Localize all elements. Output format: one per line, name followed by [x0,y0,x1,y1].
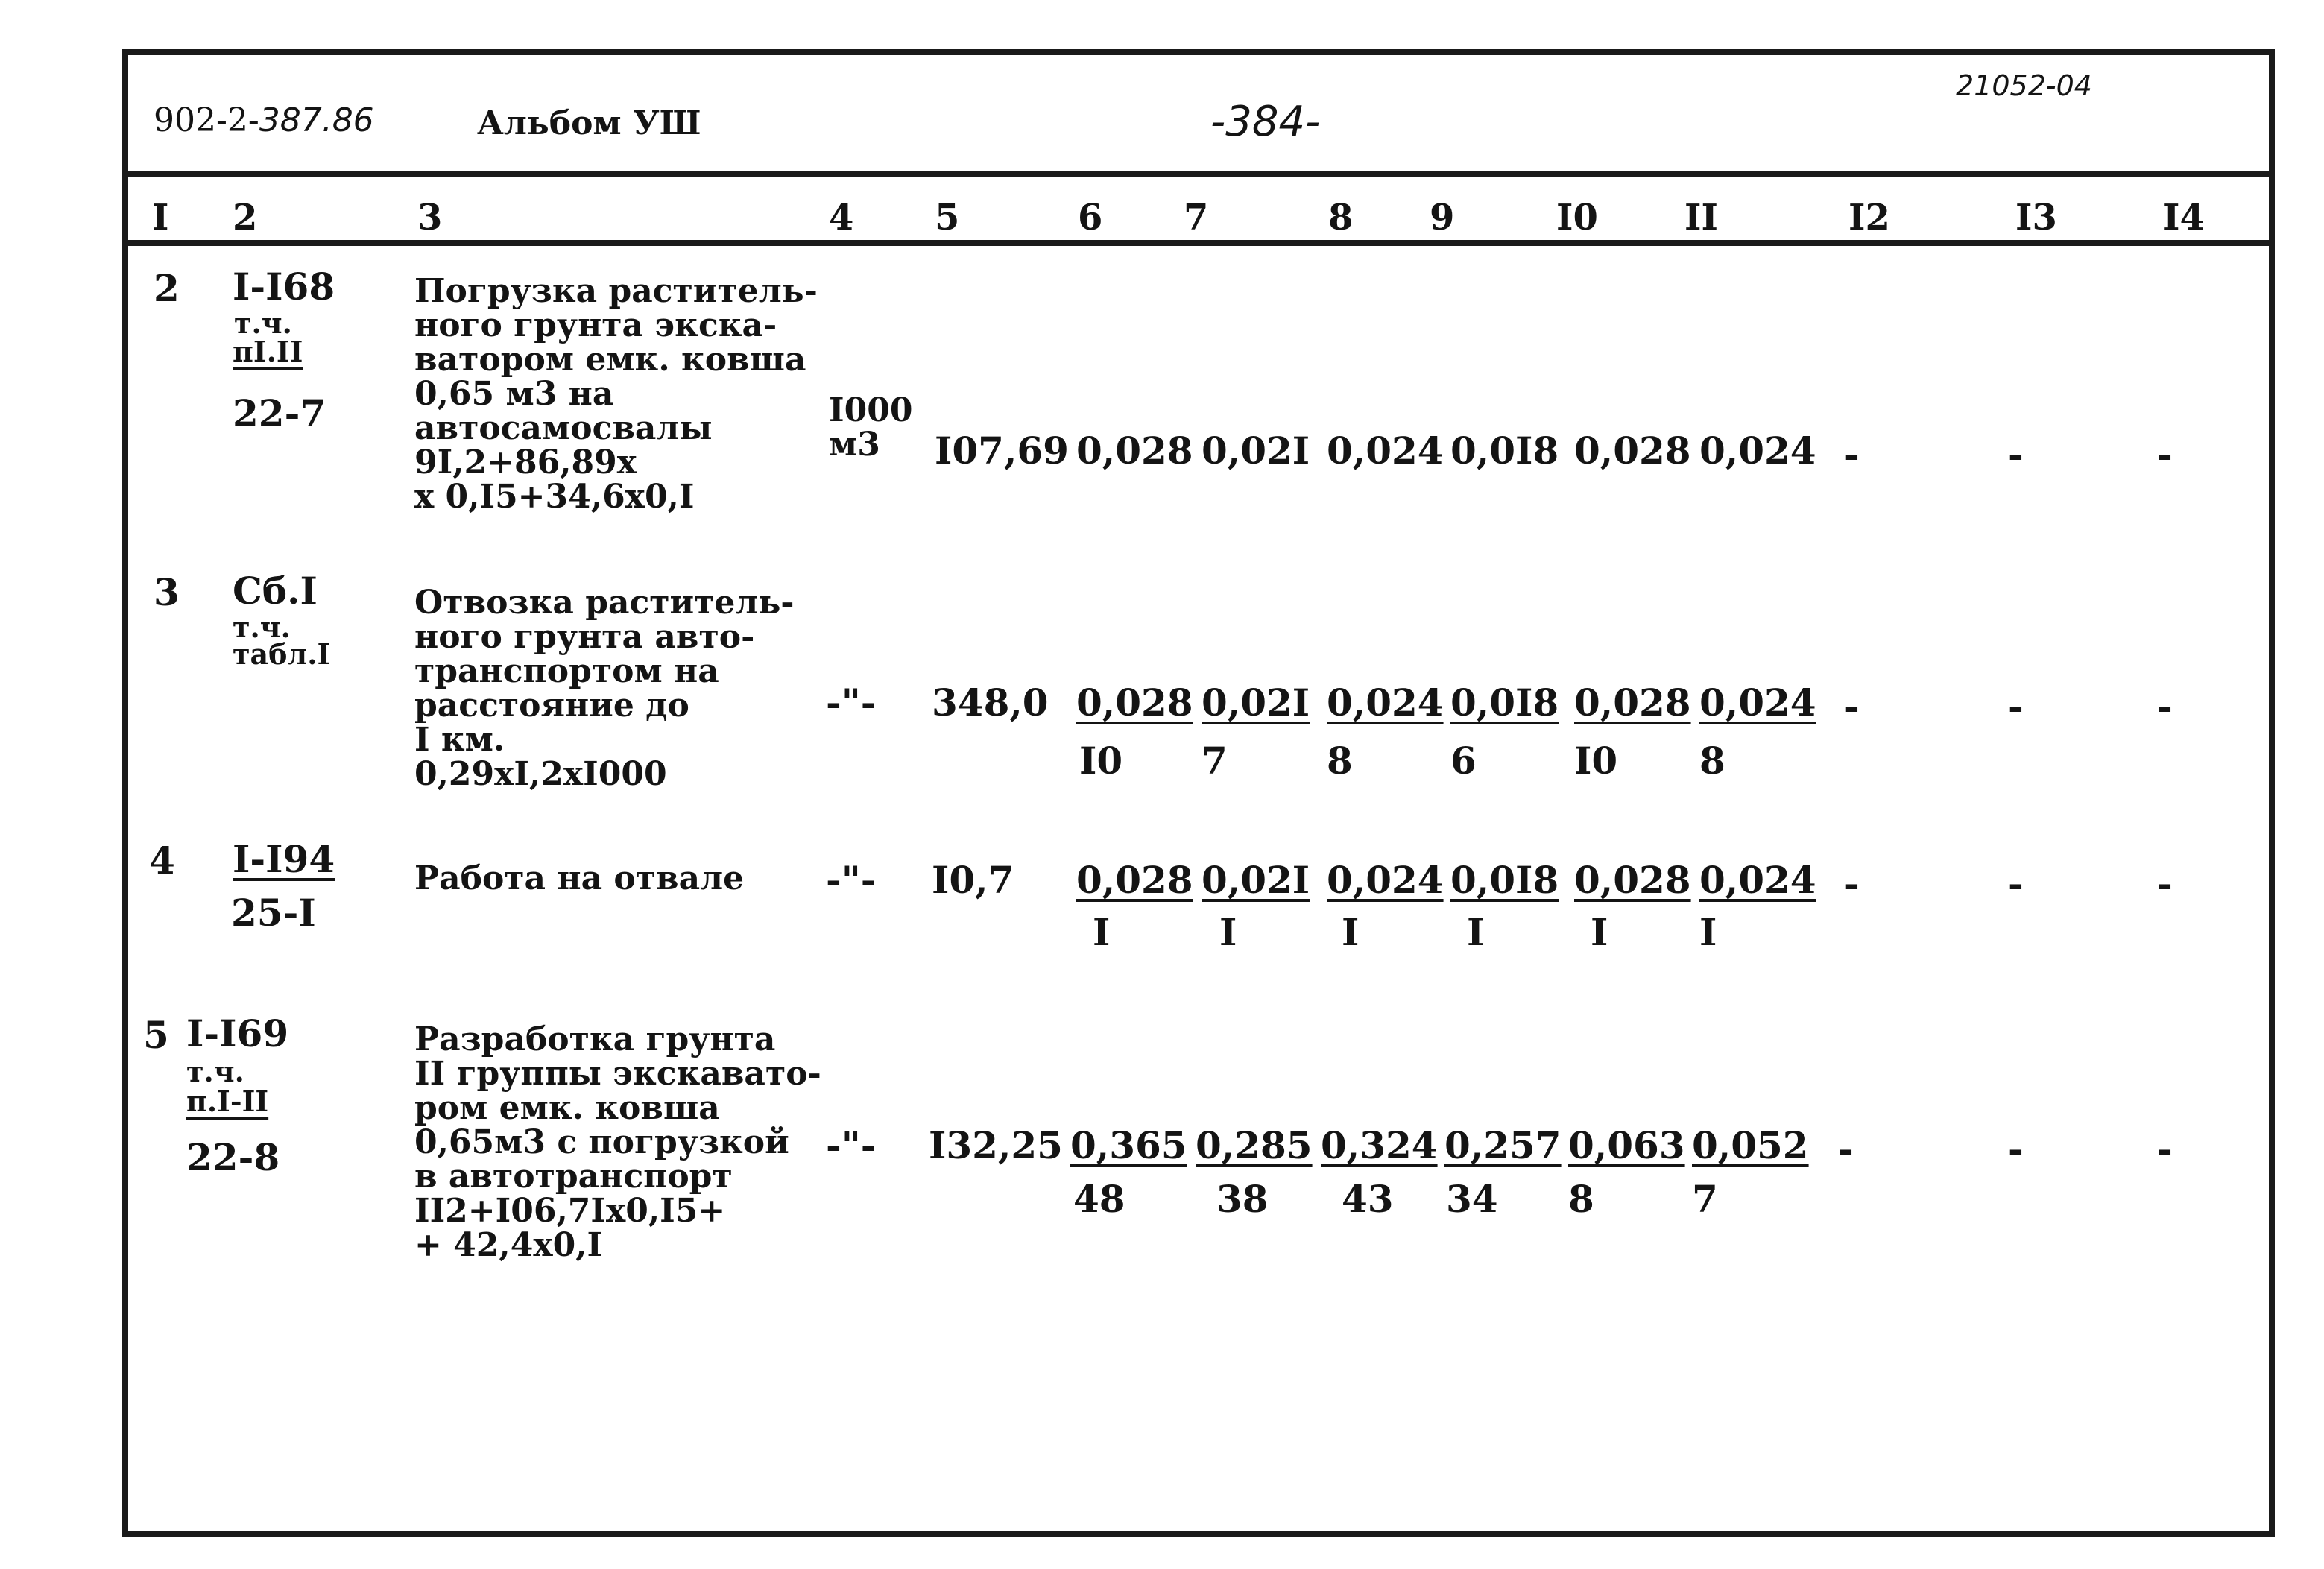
doc-code-prefix: 902-2- [154,101,259,139]
page-number: -384- [1210,98,1321,146]
row-quantity: I07,69 [935,429,1069,473]
col-header-3: 3 [417,197,443,239]
col-header-13: I3 [2015,197,2057,239]
row-subvalue: 34 [1446,1177,1498,1221]
row-value: 0,028 [1076,858,1193,902]
row-empty-mark: - [1838,1127,1854,1171]
row-subvalue: I [1699,910,1717,954]
row-value: 0,0I8 [1450,429,1559,473]
row-quantity: 348,0 [932,681,1049,724]
row-subvalue: I [1342,910,1360,954]
row-empty-mark: - [2157,1127,2173,1171]
row-subvalue: I [1219,910,1237,954]
row-value: 0,024 [1327,429,1444,473]
row-quantity: I32,25 [929,1123,1063,1167]
row-value: 0,02I [1202,858,1310,902]
col-header-9: 9 [1430,197,1455,239]
row-ref: т.ч. [233,610,291,644]
row-empty-mark: - [1844,862,1860,906]
col-header-2: 2 [233,197,258,239]
row-value: 0,028 [1574,858,1691,902]
row-subvalue: 7 [1692,1177,1718,1221]
row-value: 0,365 [1070,1123,1187,1167]
row-quantity: I0,7 [932,858,1014,902]
row-ref: 22-8 [186,1135,280,1179]
row-subvalue: I [1467,910,1485,954]
row-empty-mark: - [2008,862,2024,906]
doc-code-handwritten: 387.86 [259,101,374,139]
row-ref: 25-I [231,891,316,935]
row-empty-mark: - [1844,684,1860,728]
row-value: 0,028 [1076,681,1193,724]
row-unit: -"- [826,1123,877,1167]
row-ref: пI.II [233,335,303,368]
row-value: 0,024 [1699,429,1816,473]
row-ref: т.ч. [234,306,292,340]
col-header-4: 4 [829,197,854,239]
row-value: 0,0I8 [1450,858,1559,902]
row-ref: п.I-II [186,1085,269,1118]
row-value: 0,324 [1321,1123,1438,1167]
row-value: 0,063 [1568,1123,1685,1167]
row-unit: -"- [826,681,877,724]
row-ref: I-I68 [233,265,335,309]
col-header-7: 7 [1184,197,1209,239]
row-empty-mark: - [2157,684,2173,728]
col-header-6: 6 [1078,197,1103,239]
row-value: 0,257 [1444,1123,1562,1167]
header-rule [128,171,2272,177]
row-number: 2 [154,266,180,310]
col-header-5: 5 [935,197,960,239]
row-value: 0,02I [1202,681,1310,724]
row-ref: Сб.I [233,569,318,613]
col-header-10: I0 [1556,197,1598,239]
row-value: 0,024 [1327,681,1444,724]
row-ref: 22-7 [233,391,326,435]
row-value: 0,285 [1196,1123,1313,1167]
row-empty-mark: - [1844,432,1860,476]
col-header-12: I2 [1848,197,1890,239]
row-empty-mark: - [2008,1127,2024,1171]
row-unit: I000 м3 [829,391,913,464]
doc-code [154,101,374,139]
row-subvalue: 8 [1699,739,1725,783]
doc-number: 21052-04 [1956,69,2092,102]
row-ref: табл.I [233,637,331,671]
row-subvalue: I0 [1574,739,1618,783]
row-ref: т.ч. [186,1055,244,1088]
row-unit: -"- [826,858,877,902]
row-description: Отвозка раститель- ного грунта авто- транспортом на расстояние до I км. 0,29xI,2xI000 [414,584,795,793]
row-description: Разработка грунта II группы экскавато- ром емк. ковша 0,65м3 с погрузкой в автотранспорт II2+I06,7Ix0,I5+ + 42,4x0,I [414,1020,821,1264]
row-value: 0,02I [1202,429,1310,473]
row-number: 4 [149,839,175,883]
row-subvalue: 6 [1450,739,1477,783]
row-subvalue: I [1093,910,1111,954]
row-value: 0,024 [1699,858,1816,902]
col-header-14: I4 [2163,197,2205,239]
row-subvalue: 8 [1327,739,1353,783]
row-value: 0,052 [1692,1123,1809,1167]
row-subvalue: I0 [1079,739,1123,783]
col-header-8: 8 [1328,197,1354,239]
row-ref: I-I69 [186,1011,289,1055]
row-number: 5 [143,1013,169,1057]
col-header-11: II [1684,197,1718,239]
row-value: 0,028 [1574,681,1691,724]
row-value: 0,028 [1076,429,1193,473]
row-subvalue: 38 [1216,1177,1269,1221]
row-ref: I-I94 [233,837,335,881]
row-subvalue: 7 [1202,739,1228,783]
column-header-rule [128,240,2272,246]
row-value: 0,024 [1699,681,1816,724]
row-empty-mark: - [2157,862,2173,906]
row-subvalue: 43 [1342,1177,1394,1221]
album-label: Альбом УШ [477,104,701,142]
row-value: 0,028 [1574,429,1691,473]
row-value: 0,024 [1327,858,1444,902]
row-empty-mark: - [2157,432,2173,476]
col-header-1: I [152,197,169,239]
row-value: 0,0I8 [1450,681,1559,724]
row-empty-mark: - [2008,432,2024,476]
row-number: 3 [154,570,180,614]
row-empty-mark: - [2008,684,2024,728]
row-subvalue: 48 [1073,1177,1125,1221]
row-description: Погрузка раститель- ного грунта экска- ватором емк. ковша 0,65 м3 на автосамосвалы 9I,2+86,89x x 0,I5+34,6x0,I [414,272,818,516]
row-description: Работа на отвале [414,859,745,897]
row-subvalue: 8 [1568,1177,1594,1221]
row-subvalue: I [1591,910,1608,954]
